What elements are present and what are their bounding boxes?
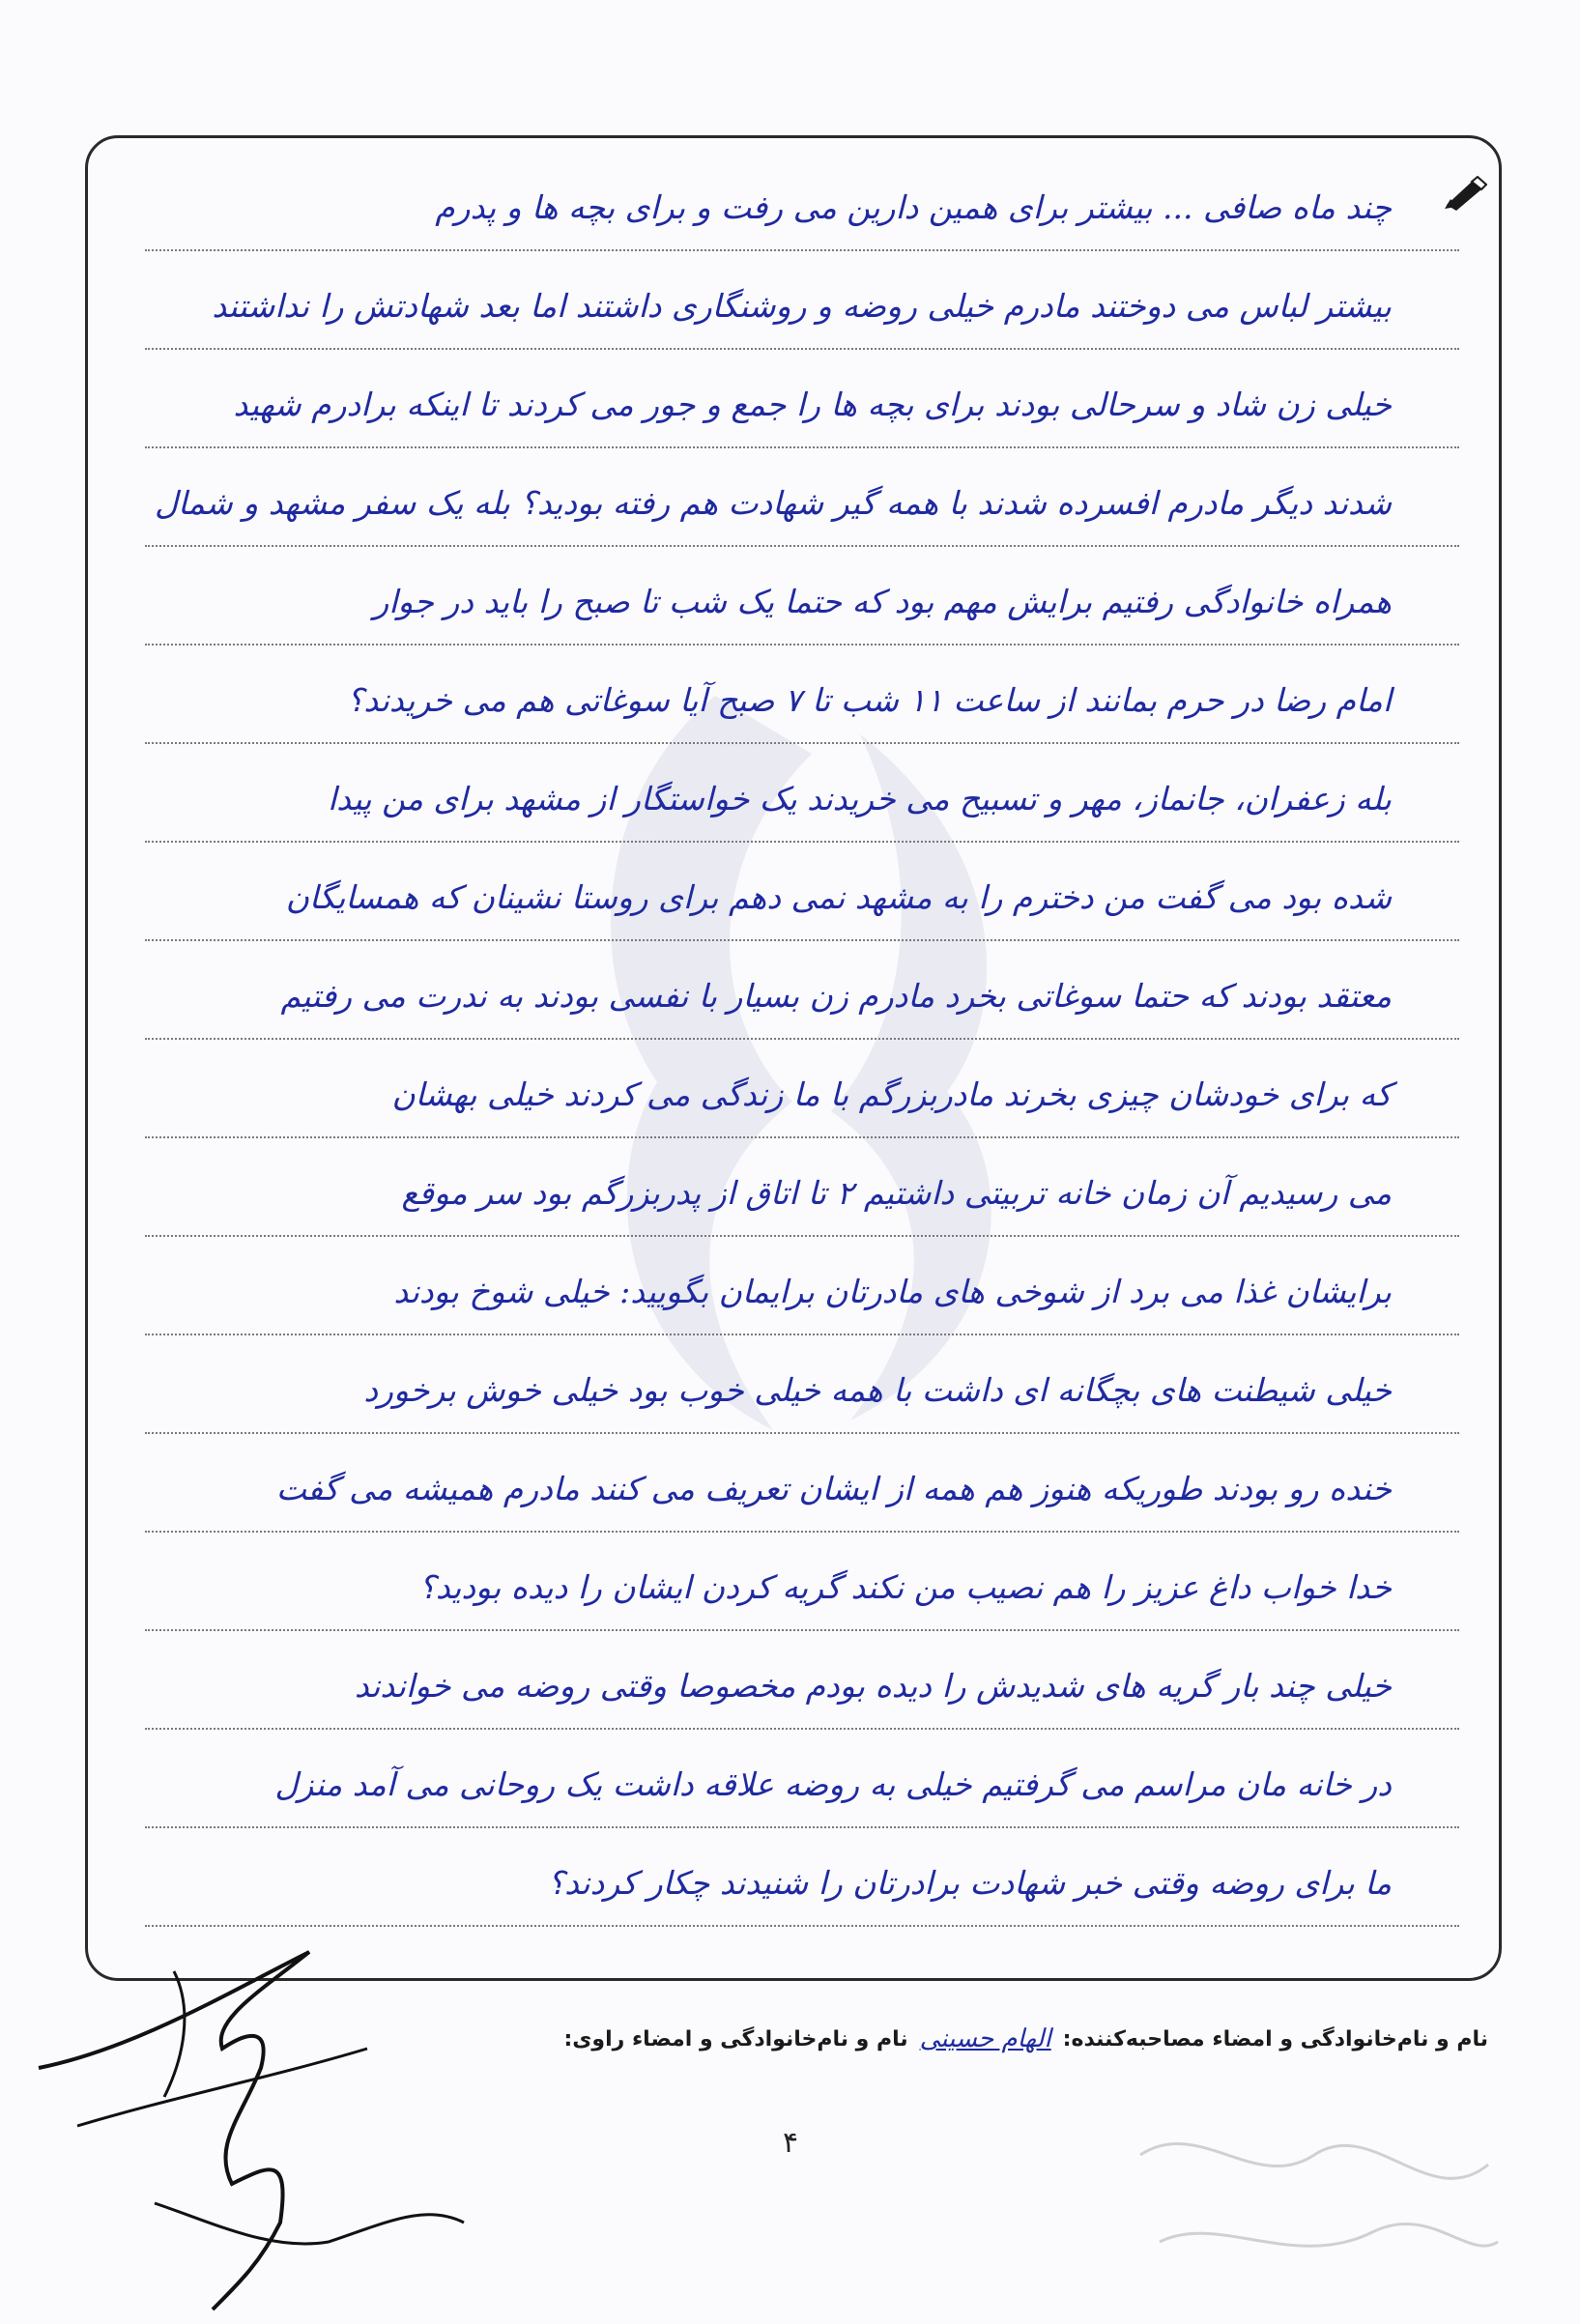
handwritten-line: که برای خودشان چیزی بخرند مادربزرگم با ما زندگی می کردند خیلی بهشان	[145, 1061, 1459, 1138]
handwritten-line: بیشتر لباس می دوختند مادرم خیلی روضه و روشنگاری داشتند اما بعد شهادتش را نداشتند	[145, 273, 1459, 350]
handwritten-line: امام رضا در حرم بمانند از ساعت ۱۱ شب تا ۷ صبح آیا سوغاتی هم می خریدند؟	[145, 667, 1459, 744]
handwritten-line: خیلی شیطنت های بچگانه ای داشت با همه خیلی خوب بود خیلی خوش برخورد	[145, 1357, 1459, 1434]
handwritten-line: در خانه مان مراسم می گرفتیم خیلی به روضه علاقه داشت یک روحانی می آمد منزل	[145, 1751, 1459, 1828]
page-number: ۴	[783, 2126, 799, 2160]
handwritten-line: خیلی زن شاد و سرحالی بودند برای بچه ها را جمع و جور می کردند تا اینکه برادرم شهید	[145, 371, 1459, 448]
handwritten-line: خیلی چند بار گریه های شدیدش را دیده بودم مخصوصا وقتی روضه می خواندند	[145, 1652, 1459, 1730]
handwritten-line: معتقد بودند که حتما سوغاتی بخرد مادرم زن بسیار با نفسی بودند به ندرت می رفتیم	[145, 962, 1459, 1040]
handwritten-line: خنده رو بودند طوریکه هنوز هم همه از ایشان تعریف می کنند مادرم همیشه می گفت	[145, 1455, 1459, 1533]
handwritten-line: چند ماه صافی ... بیشتر برای همین دارین می رفت و برای بچه ها و پدرم	[145, 174, 1459, 251]
interviewer-label: نام و نام‌خانوادگی و امضاء مصاحبه‌کننده:	[1062, 2026, 1488, 2051]
handwritten-line: می رسیدیم آن زمان خانه تربیتی داشتیم ۲ تا اتاق از پدربزرگم بود سر موقع	[145, 1160, 1459, 1237]
handwritten-line: برایشان غذا می برد از شوخی های مادرتان برایمان بگویید: خیلی شوخ بودند	[145, 1258, 1459, 1335]
handwritten-signature	[19, 1933, 483, 2319]
handwritten-line: همراه خانوادگی رفتیم برایش مهم بود که حتما یک شب تا صبح را باید در جوار	[145, 568, 1459, 646]
handwritten-line: شده بود می گفت من دخترم را به مشهد نمی دهم برای روستا نشینان که همسایگان	[145, 864, 1459, 941]
handwritten-line: بله زعفران، جانماز، مهر و تسبیح می خریدند یک خواستگار از مشهد برای من پیدا	[145, 765, 1459, 843]
handwritten-line: شدند دیگر مادرم افسرده شدند با همه گیر شهادت هم رفته بودید؟ بله یک سفر مشهد و شمال	[145, 470, 1459, 547]
handwritten-lines	[145, 145, 1459, 1981]
handwritten-line: خدا خواب داغ عزیز را هم نصیب من نکند گریه کردن ایشان را دیده بودید؟	[145, 1554, 1459, 1631]
interviewer-signature: الهام حسینی	[919, 2024, 1051, 2053]
handwritten-line: ما برای روضه وقتی خبر شهادت برادرتان را شنیدند چکار کردند؟	[145, 1850, 1459, 1927]
narrator-label: نام و نام‌خانوادگی و امضاء راوی:	[563, 2026, 908, 2051]
faint-bleedthrough-signature	[1121, 2078, 1508, 2300]
